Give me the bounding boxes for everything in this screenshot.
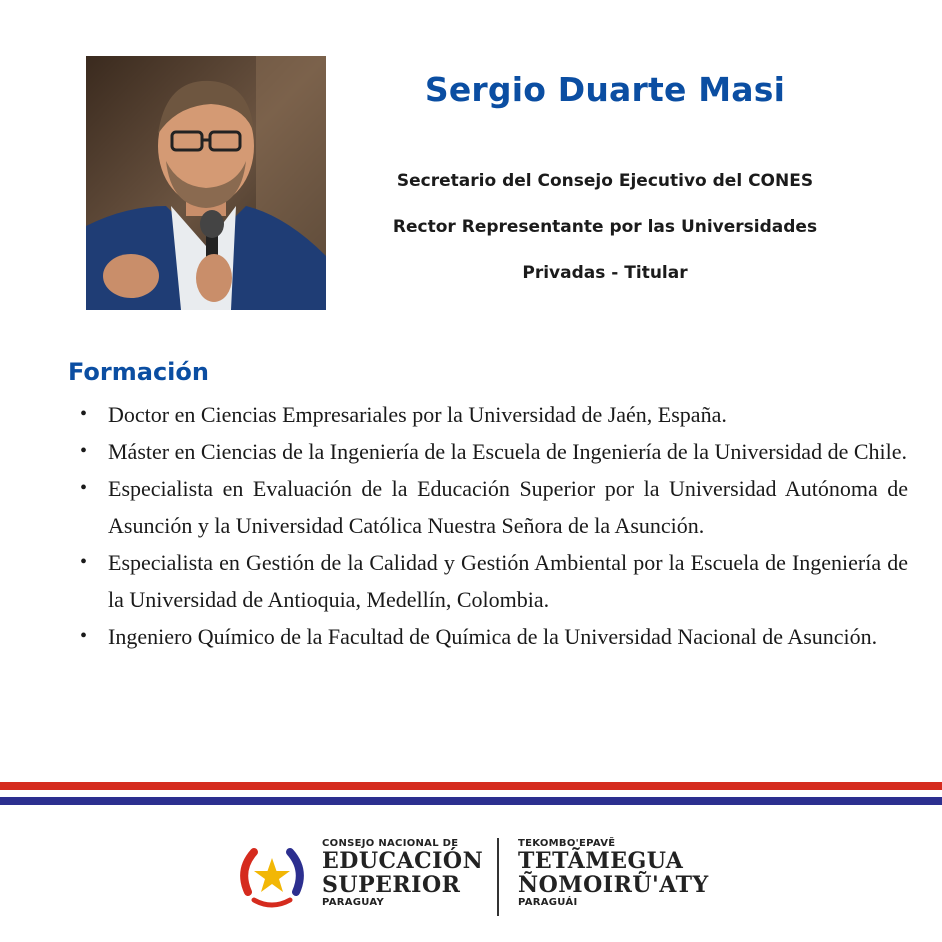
bullet-icon: • — [80, 551, 88, 573]
list-item — [78, 433, 908, 470]
person-name: Sergio Duarte Masi — [424, 70, 786, 109]
org-country: PARAGUÁI — [518, 897, 578, 908]
profile-photo-graphic — [86, 56, 326, 310]
list-item-text: Doctor en Ciencias Empresariales por la Universidad de Jaén, España. — [108, 402, 727, 427]
flag-stripe-blue — [0, 797, 942, 805]
list-item — [78, 618, 908, 655]
org-big-text: TETÃMEGUA — [518, 848, 684, 874]
flag-stripe-white — [0, 790, 942, 797]
logo-divider — [497, 838, 499, 916]
list-item — [78, 470, 908, 544]
bullet-icon: • — [80, 625, 88, 647]
org-name-guarani — [518, 838, 708, 908]
role-line: Secretario del Consejo Ejecutivo del CONES — [396, 171, 814, 191]
cones-logo — [236, 832, 709, 924]
bullet-icon: • — [80, 477, 88, 499]
org-big-text: EDUCACIÓN — [322, 848, 484, 874]
person-roles — [360, 158, 850, 296]
list-item-text: Especialista en Gestión de la Calidad y Gestión Ambiental por la Escuela de Ingeniería de la Universidad de Antioquia, Medellín, Colombia. — [108, 550, 908, 612]
org-big-text: ÑOMOIRŨ'ATY — [518, 872, 709, 898]
org-big-text: SUPERIOR — [322, 872, 461, 898]
list-item-text: Ingeniero Químico de la Facultad de Química de la Universidad Nacional de Asunción. — [108, 624, 878, 649]
list-item-text: Especialista en Evaluación de la Educación Superior por la Universidad Autónoma de Asunción y la Universidad Católica Nuestra Señora de la Asunción. — [108, 476, 908, 538]
role-line: Privadas - Titular — [522, 263, 688, 283]
profile-photo — [86, 56, 326, 310]
bullet-icon: • — [80, 403, 88, 425]
role-line: Rector Representante por las Universidades — [392, 217, 818, 237]
list-item-text: Máster en Ciencias de la Ingeniería de la Escuela de Ingeniería de la Universidad de Chile. — [108, 439, 908, 464]
org-country: PARAGUAY — [322, 897, 385, 908]
formacion-list — [78, 396, 908, 655]
list-item — [78, 396, 908, 433]
org-small-text: TEKOMBO'EPAVẼ — [518, 838, 616, 849]
flag-stripe-red — [0, 782, 942, 790]
star-wreath-emblem-icon — [236, 840, 308, 912]
org-small-text: CONSEJO NACIONAL DE — [322, 838, 459, 849]
org-name-spanish — [322, 838, 492, 908]
section-title-formacion: Formación — [68, 358, 209, 386]
bullet-icon: • — [80, 440, 88, 462]
list-item — [78, 544, 908, 618]
